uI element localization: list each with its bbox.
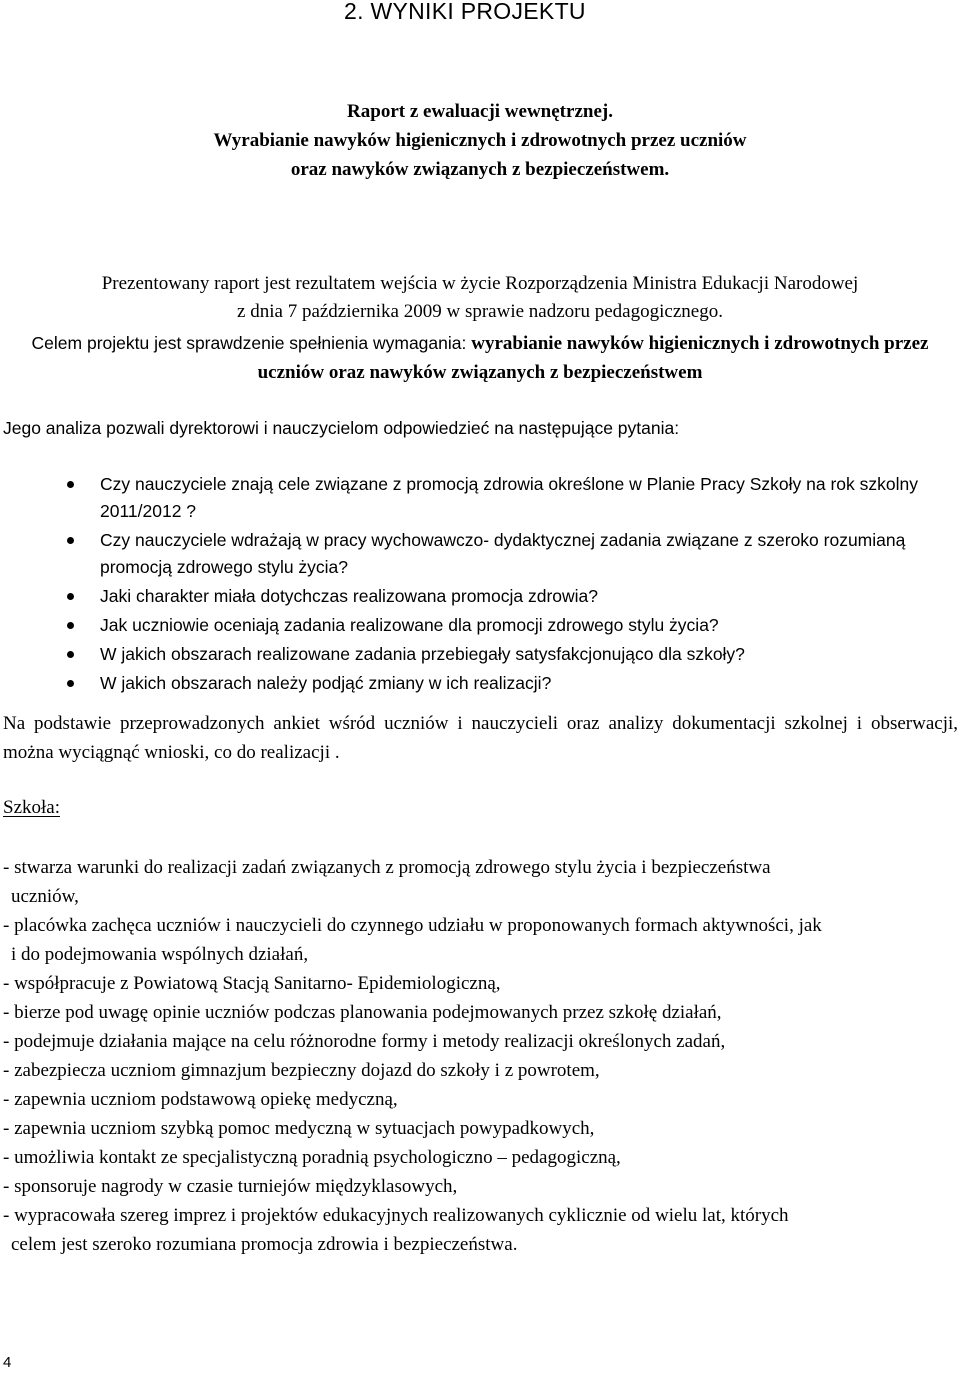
project-goal — [0, 329, 960, 387]
finding-item: - placówka zachęca uczniów i nauczycieli do czynnego udziału w proponowanych formach aktywności, jak i do podejmowania wspólnych działań, — [3, 915, 822, 965]
finding-item: - sponsoruje nagrody w czasie turniejów międzyklasowych, — [3, 1176, 458, 1197]
finding-item: - wypracowała szereg imprez i projektów edukacyjnych realizowanych cyklicznie od wielu lat, których celem jest szeroko rozumiana promocja zdrowia i bezpieczeństwa. — [3, 1205, 789, 1255]
section-heading: 2. WYNIKI PROJEKTU — [344, 0, 586, 24]
question-item: Jak uczniowie oceniają zadania realizowane dla promocji zdrowego stylu życia? — [0, 612, 960, 639]
finding-item: - zapewnia uczniom podstawową opiekę medyczną, — [3, 1089, 398, 1110]
page-number: 4 — [3, 1354, 12, 1371]
school-label: Szkoła: — [3, 797, 60, 818]
bullet-icon — [67, 651, 74, 658]
school-findings-list — [3, 853, 958, 1259]
intro-line: z dnia 7 października 2009 w sprawie nadzoru pedagogicznego. — [237, 301, 723, 322]
finding-item: - zabezpiecza uczniom gimnazjum bezpieczny dojazd do szkoły i z powrotem, — [3, 1060, 600, 1081]
question-item: Czy nauczyciele znają cele związane z promocją zdrowia określone w Planie Pracy Szkoły na rok szkolny 2011/2012 ? — [0, 471, 960, 525]
bullet-icon — [67, 622, 74, 629]
report-title-line: Wyrabianie nawyków higienicznych i zdrowotnych przez uczniów — [213, 130, 747, 151]
question-item: Czy nauczyciele wdrażają w pracy wychowawczo- dydaktycznej zadania związane z szeroko rozumianą promocją zdrowego stylu życia? — [0, 527, 960, 581]
bullet-icon — [67, 537, 74, 544]
question-item: W jakich obszarach należy podjąć zmiany w ich realizacji? — [0, 670, 960, 697]
goal-requirement: wyrabianie nawyków higienicznych i zdrowotnych przez uczniów oraz nawyków związanych z bezpieczeństwem — [257, 333, 929, 383]
report-title-line: oraz nawyków związanych z bezpieczeństwem. — [290, 159, 670, 180]
analysis-intro: Jego analiza pozwali dyrektorowi i nauczycielom odpowiedzieć na następujące pytania: — [3, 418, 680, 438]
report-title-line: Raport z ewaluacji wewnętrznej. — [347, 101, 613, 122]
conclusion-intro: Na podstawie przeprowadzonych ankiet wśród uczniów i nauczycieli oraz analizy dokumentacji szkolnej i obserwacji, można wyciągnąć wnioski, co do realizacji . — [3, 713, 958, 763]
finding-item: - zapewnia uczniom szybką pomoc medyczną w sytuacjach powypadkowych, — [3, 1118, 595, 1139]
finding-item: - bierze pod uwagę opinie uczniów podczas planowania podejmowanych przez szkołę działań, — [3, 1002, 722, 1023]
questions-list — [0, 471, 960, 699]
bullet-icon — [67, 593, 74, 600]
question-item: Jaki charakter miała dotychczas realizowana promocja zdrowia? — [0, 583, 960, 610]
bullet-icon — [67, 680, 74, 687]
intro-paragraph — [0, 270, 960, 326]
bullet-icon — [67, 481, 74, 488]
finding-item: - podejmuje działania mające na celu różnorodne formy i metody realizacji określonych zadań, — [3, 1031, 726, 1052]
question-item: W jakich obszarach realizowane zadania przebiegały satysfakcjonująco dla szkoły? — [0, 641, 960, 668]
goal-lead: Celem projektu jest sprawdzenie spełnienia wymagania: — [31, 333, 472, 353]
finding-item: - umożliwia kontakt ze specjalistyczną poradnią psychologiczno – pedagogiczną, — [3, 1147, 621, 1168]
report-title — [0, 97, 960, 184]
intro-line: Prezentowany raport jest rezultatem wejścia w życie Rozporządzenia Ministra Edukacji Narodowej — [101, 273, 859, 294]
finding-item: - współpracuje z Powiatową Stacją Sanitarno- Epidemiologiczną, — [3, 973, 501, 994]
finding-item: - stwarza warunki do realizacji zadań związanych z promocją zdrowego stylu życia i bezpieczeństwa uczniów, — [3, 857, 771, 907]
